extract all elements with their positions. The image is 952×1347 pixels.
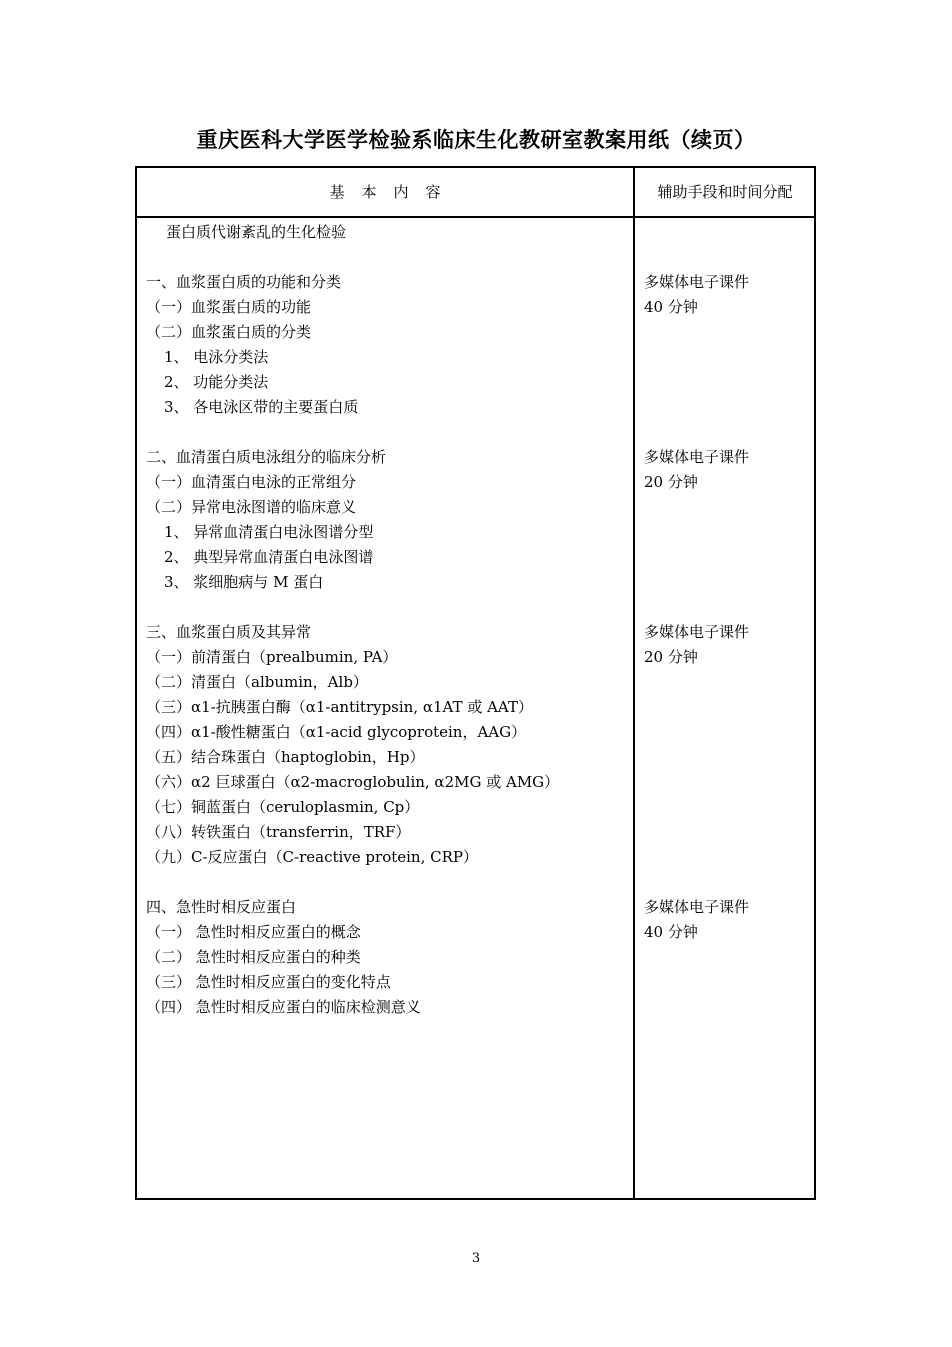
section-item: （四）α1-酸性糖蛋白（α1-acid glycoprotein，AAG） xyxy=(146,723,527,741)
aids-time-column xyxy=(644,220,814,945)
section-item: （八）转铁蛋白（transferrin，TRF） xyxy=(146,823,411,841)
topic-title: 蛋白质代谢紊乱的生化检验 xyxy=(166,223,347,241)
header-content: 基本内容 xyxy=(329,183,458,201)
section-item: （七）铜蓝蛋白（ceruloplasmin, Cp） xyxy=(146,798,420,816)
section-item: （一）血清蛋白电泳的正常组分 xyxy=(146,473,357,491)
section-item: （二）血浆蛋白质的分类 xyxy=(146,323,312,341)
section-subitem: 1、 电泳分类法 xyxy=(164,348,269,366)
section-item: （二）清蛋白（albumin，Alb） xyxy=(146,673,368,691)
header-divider xyxy=(137,216,814,218)
teaching-aid: 多媒体电子课件 xyxy=(644,448,750,466)
teaching-aid: 多媒体电子课件 xyxy=(644,273,750,291)
section-heading: 一、血浆蛋白质的功能和分类 xyxy=(146,273,342,291)
time-allocation: 20 分钟 xyxy=(644,473,698,491)
page-title: 重庆医科大学医学检验系临床生化教研室教案用纸（续页） xyxy=(196,128,756,152)
lesson-plan-table xyxy=(135,166,816,1200)
section-item: （一）血浆蛋白质的功能 xyxy=(146,298,312,316)
column-divider xyxy=(633,168,635,1198)
section-subitem: 3、 各电泳区带的主要蛋白质 xyxy=(164,398,359,416)
section-heading: 四、急性时相反应蛋白 xyxy=(146,898,297,916)
section-item: （六）α2 巨球蛋白（α2-macroglobulin, α2MG 或 AMG） xyxy=(146,773,560,791)
section-item: （一） 急性时相反应蛋白的概念 xyxy=(146,923,361,941)
section-item: （九）C-反应蛋白（C-reactive protein, CRP） xyxy=(146,848,478,866)
section-item: （一）前清蛋白（prealbumin, PA） xyxy=(146,648,398,666)
section-item: （三）α1-抗胰蛋白酶（α1-antitrypsin, α1AT 或 AAT） xyxy=(146,698,533,716)
content-column xyxy=(146,220,626,1020)
section-item: （二）异常电泳图谱的临床意义 xyxy=(146,498,357,516)
teaching-aid: 多媒体电子课件 xyxy=(644,623,750,641)
section-item: （三） 急性时相反应蛋白的变化特点 xyxy=(146,973,391,991)
teaching-aid: 多媒体电子课件 xyxy=(644,898,750,916)
section-subitem: 1、 异常血清蛋白电泳图谱分型 xyxy=(164,523,374,541)
time-allocation: 40 分钟 xyxy=(644,298,698,316)
section-item: （四） 急性时相反应蛋白的临床检测意义 xyxy=(146,998,421,1016)
section-heading: 三、血浆蛋白质及其异常 xyxy=(146,623,312,641)
section-item: （五）结合珠蛋白（haptoglobin，Hp） xyxy=(146,748,425,766)
section-subitem: 3、 浆细胞病与 M 蛋白 xyxy=(164,573,324,591)
time-allocation: 40 分钟 xyxy=(644,923,698,941)
section-item: （二） 急性时相反应蛋白的种类 xyxy=(146,948,361,966)
header-aids-time: 辅助手段和时间分配 xyxy=(657,183,793,201)
time-allocation: 20 分钟 xyxy=(644,648,698,666)
section-subitem: 2、 典型异常血清蛋白电泳图谱 xyxy=(164,548,374,566)
section-heading: 二、血清蛋白质电泳组分的临床分析 xyxy=(146,448,387,466)
page-number: 3 xyxy=(471,1251,481,1266)
section-subitem: 2、 功能分类法 xyxy=(164,373,269,391)
